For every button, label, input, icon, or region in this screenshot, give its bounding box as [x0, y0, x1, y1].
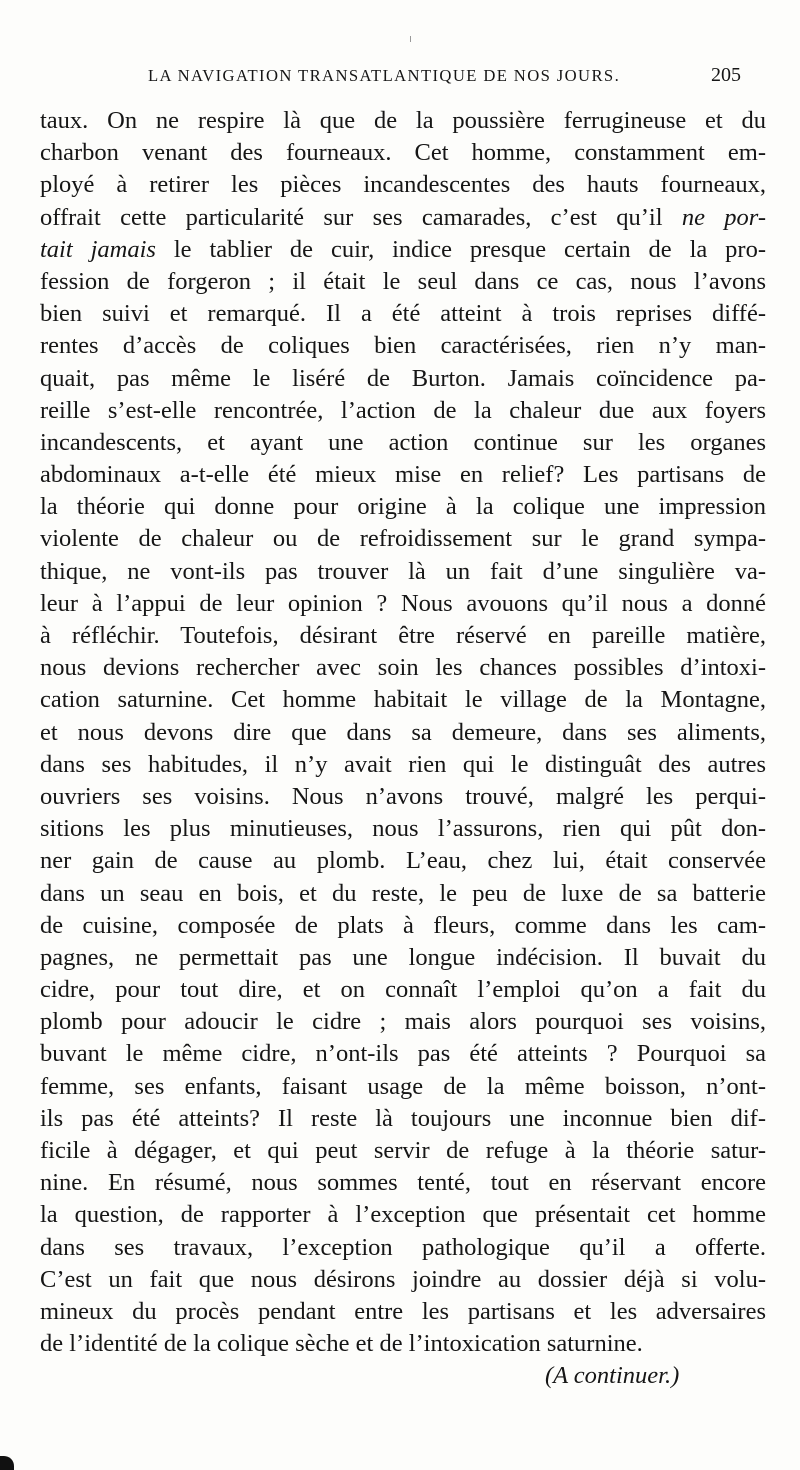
line-text: pagnes, ne permettait pas une longue indécision. Il buvait du	[40, 943, 766, 971]
text-line	[40, 942, 766, 974]
text-line	[40, 459, 766, 491]
page-number: 205	[711, 64, 741, 86]
line-text: rentes d’accès de coliques bien caractérisées, rien n’y man-	[40, 332, 766, 360]
text-line	[40, 1264, 766, 1296]
line-text: sitions les plus minutieuses, nous l’assurons, rien qui pût don-	[40, 815, 766, 843]
text-line	[40, 717, 766, 749]
line-text: à réfléchir. Toutefois, désirant être réservé en pareille matière,	[40, 622, 766, 649]
line-text: dans ses travaux, l’exception pathologique qu’il a offerte.	[40, 1233, 766, 1261]
text-line	[40, 1038, 766, 1070]
line-text: ployé à retirer les pièces incandescentes des hauts fourneaux,	[40, 171, 766, 199]
line-text: cidre, pour tout dire, et on connaît l’emploi qu’on a fait du	[40, 976, 766, 1004]
text-line	[40, 845, 766, 877]
print-mark	[410, 36, 411, 42]
text-line	[40, 137, 766, 169]
italic-text: ne por-	[681, 203, 766, 231]
text-line	[40, 652, 766, 684]
text-line	[40, 298, 766, 330]
text-line	[40, 105, 766, 137]
text-line	[40, 1328, 766, 1360]
text-line	[40, 1103, 766, 1135]
line-text: incandescents, et ayant une action continue sur les organes	[40, 428, 766, 456]
text-line	[40, 395, 766, 427]
line-text: femme, ses enfants, faisant usage de la même boisson, n’ont-	[40, 1072, 766, 1100]
text-line	[40, 588, 766, 620]
line-text: ner gain de cause au plomb. L’eau, chez lui, était conservée	[40, 847, 766, 875]
text-line	[40, 427, 766, 459]
line-text: nous devions rechercher avec soin les chances possibles d’intoxi-	[40, 654, 766, 682]
italic-text: tait jamais	[40, 235, 156, 263]
line-text: reille s’est-elle rencontrée, l’action de la chaleur due aux foyers	[40, 396, 766, 424]
text-line	[40, 910, 766, 942]
text-line	[40, 202, 766, 234]
line-text: ils pas été atteints? Il reste là toujours une inconnue bien dif-	[40, 1104, 766, 1132]
text-line	[40, 1199, 766, 1231]
body-paragraph	[40, 105, 766, 1360]
line-text: le tablier de cuir, indice presque certain de la pro-	[155, 235, 766, 263]
line-text: leur à l’appui de leur opinion ? Nous avouons qu’il nous a donné	[40, 589, 766, 617]
line-text: C’est un fait que nous désirons joindre au dossier déjà si volu-	[40, 1265, 766, 1293]
line-text: ouvriers ses voisins. Nous n’avons trouvé, malgré les perqui-	[40, 782, 766, 810]
text-line	[40, 1232, 766, 1264]
line-text: et nous devons dire que dans sa demeure, dans ses aliments,	[40, 718, 766, 746]
line-text: charbon venant des fourneaux. Cet homme, constamment em-	[40, 139, 766, 167]
scan-edge-mark	[0, 1456, 14, 1470]
line-text: fession de forgeron ; il était le seul dans ce cas, nous l’avons	[40, 267, 766, 295]
running-header	[0, 62, 800, 94]
line-text: taux. On ne respire là que de la poussière ferrugineuse et du	[40, 107, 766, 134]
line-text: dans un seau en bois, et du reste, le peu de luxe de sa batterie	[40, 879, 766, 907]
line-text: nine. En résumé, nous sommes tenté, tout en réservant encore	[40, 1169, 766, 1197]
line-text: de cuisine, composée de plats à fleurs, comme dans les cam-	[40, 911, 766, 939]
text-line	[40, 813, 766, 845]
text-line	[40, 1167, 766, 1199]
line-text: de l’identité de la colique sèche et de l’intoxication saturnine.	[40, 1330, 643, 1358]
text-line	[40, 363, 766, 395]
running-title: LA NAVIGATION TRANSATLANTIQUE DE NOS JOURS.	[148, 66, 621, 85]
continue-note: (A continuer.)	[545, 1362, 680, 1389]
text-line	[40, 620, 766, 652]
text-line	[40, 878, 766, 910]
line-text: offrait cette particularité sur ses camarades, c’est qu’il	[40, 203, 682, 231]
line-text: ficile à dégager, et qui peut servir de refuge à la théorie satur-	[40, 1137, 766, 1164]
line-text: buvant le même cidre, n’ont-ils pas été atteints ? Pourquoi sa	[40, 1040, 766, 1068]
line-text: la question, de rapporter à l’exception que présentait cet homme	[40, 1201, 766, 1229]
text-line	[40, 523, 766, 555]
line-text: la théorie qui donne pour origine à la colique une impression	[40, 493, 766, 521]
line-text: bien suivi et remarqué. Il a été atteint à trois reprises diffé-	[40, 300, 766, 328]
line-text: dans ses habitudes, il n’y avait rien qui le distinguât des autres	[40, 750, 766, 778]
text-line	[40, 169, 766, 201]
line-text: violente de chaleur ou de refroidissement sur le grand sympa-	[40, 525, 766, 553]
text-line	[40, 556, 766, 588]
line-text: abdominaux a-t-elle été mieux mise en relief? Les partisans de	[40, 461, 766, 489]
text-line	[40, 234, 766, 266]
text-line	[40, 1006, 766, 1038]
text-line	[40, 1296, 766, 1328]
text-line	[40, 266, 766, 298]
line-text: mineux du procès pendant entre les partisans et les adversaires	[40, 1297, 766, 1325]
text-line	[40, 491, 766, 523]
text-line	[40, 781, 766, 813]
text-line	[40, 684, 766, 716]
text-line	[40, 1071, 766, 1103]
text-line	[40, 749, 766, 781]
text-line	[40, 1135, 766, 1167]
text-line	[40, 974, 766, 1006]
line-text: quait, pas même le liséré de Burton. Jamais coïncidence pa-	[40, 364, 766, 392]
text-line	[40, 330, 766, 362]
line-text: cation saturnine. Cet homme habitait le village de la Montagne,	[40, 686, 766, 714]
line-text: plomb pour adoucir le cidre ; mais alors pourquoi ses voisins,	[40, 1008, 766, 1036]
line-text: thique, ne vont-ils pas trouver là un fait d’une singulière va-	[40, 557, 766, 585]
